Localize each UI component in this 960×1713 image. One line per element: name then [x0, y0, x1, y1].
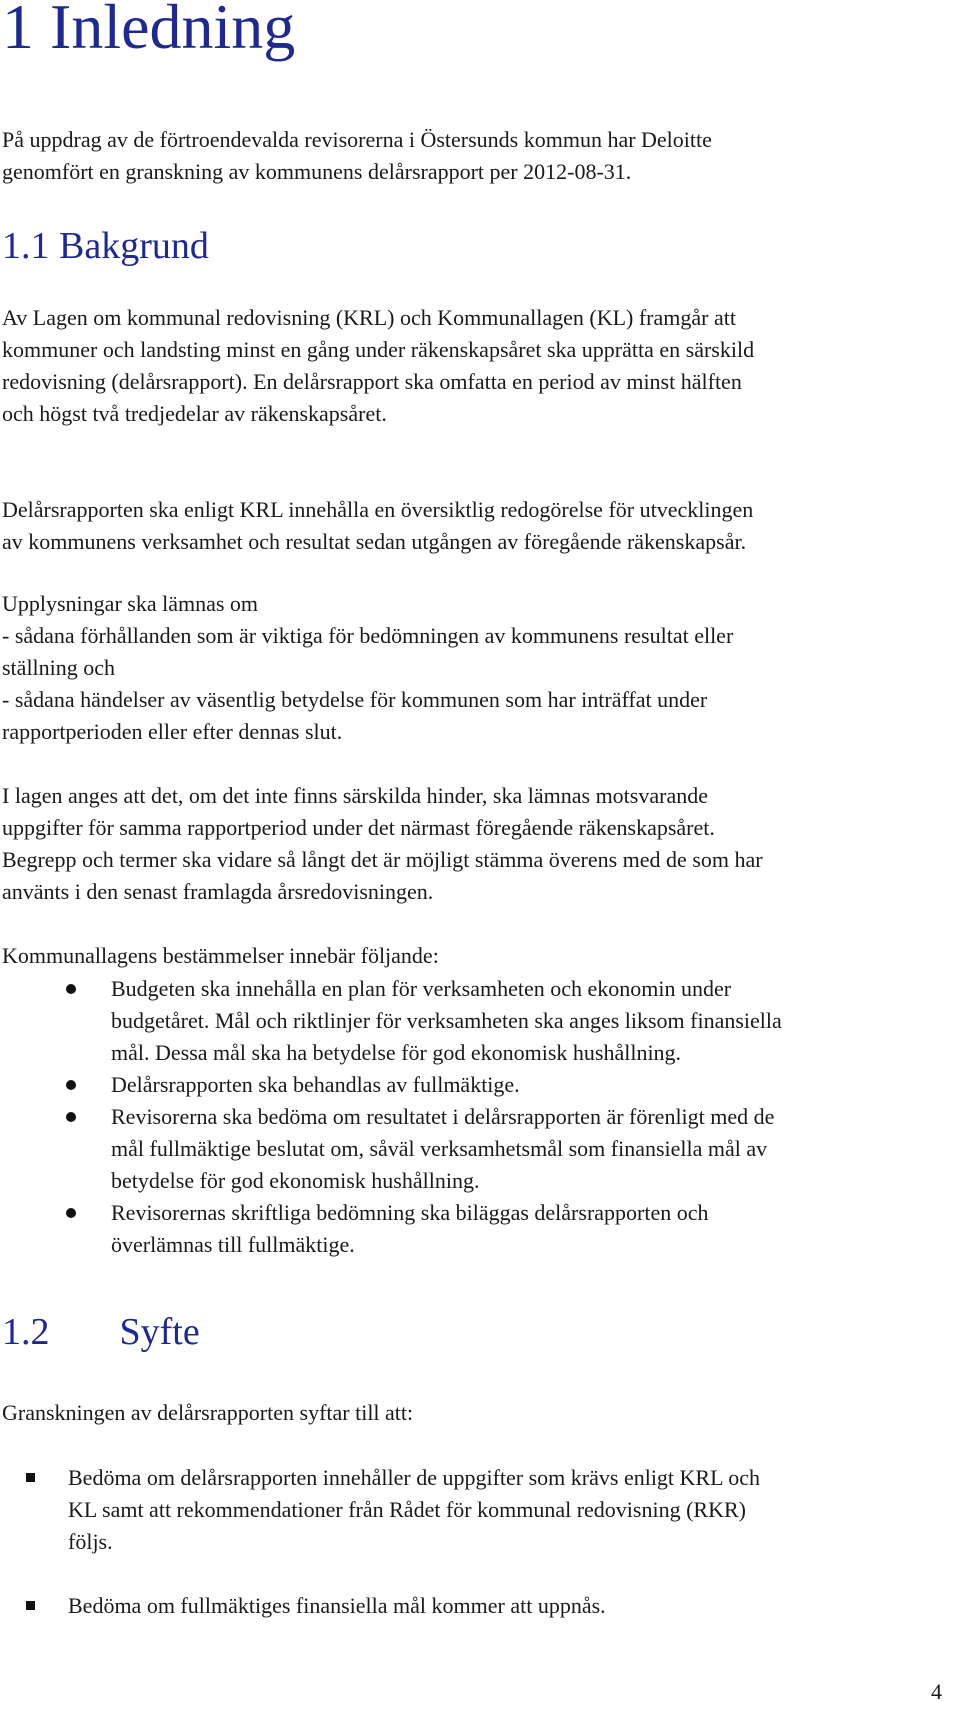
text-line: kommuner och landsting minst en gång under räkenskapsåret ska upprätta en särskild [2, 337, 755, 362]
text-line: Granskningen av delårsrapporten syftar till att: [2, 1400, 414, 1425]
text-line: Bedöma om fullmäktiges finansiella mål kommer att uppnås. [68, 1593, 606, 1618]
text-line: I lagen anges att det, om det inte finns särskilda hinder, ska lämnas motsvarande [2, 783, 708, 808]
text-line: På uppdrag av de förtroendevalda revisorerna i Östersunds kommun har Deloitte [2, 127, 712, 152]
text-line: Av Lagen om kommunal redovisning (KRL) och Kommunallagen (KL) framgår att [2, 305, 736, 330]
bullet-icon [66, 1080, 76, 1090]
list-item [2, 1590, 947, 1622]
text-line: Delårsrapporten ska enligt KRL innehålla en översiktlig redogörelse för utvecklingen [2, 497, 754, 522]
heading-bakgrund [2, 226, 209, 268]
list-item [2, 1197, 947, 1261]
upplysningar-paragraph [2, 588, 947, 748]
text-line: använts i den senast framlagda årsredovisningen. [2, 879, 434, 904]
bullet-icon [66, 1208, 76, 1218]
kommunallagen-intro [2, 940, 947, 972]
text-line: Bedöma om delårsrapporten innehåller de uppgifter som krävs enligt KRL och [68, 1465, 760, 1490]
list-item [2, 1462, 947, 1558]
text-line: betydelse för god ekonomisk hushållning. [111, 1168, 480, 1193]
list-item [2, 1101, 947, 1197]
text-line: följs. [68, 1529, 113, 1554]
text-line: ställning och [2, 655, 116, 680]
heading-inledning: 1 Inledning [2, 0, 296, 62]
heading-syfte [2, 1312, 200, 1354]
list-item [2, 973, 947, 1069]
text-line: Delårsrapporten ska behandlas av fullmäktige. [111, 1072, 520, 1097]
list-item [2, 1069, 947, 1101]
lagen-paragraph [2, 780, 947, 908]
text-line: genomfört en granskning av kommunens delårsrapport per 2012-08-31. [2, 159, 632, 184]
bullet-icon [66, 1112, 76, 1122]
text-line: redovisning (delårsrapport). En delårsrapport ska omfatta en period av minst hälften [2, 369, 742, 394]
text-line: rapportperioden eller efter dennas slut. [2, 719, 343, 744]
text-line: Revisorerna ska bedöma om resultatet i delårsrapporten är förenligt med de [111, 1104, 775, 1129]
intro-paragraph [2, 124, 947, 188]
square-bullet-icon [26, 1473, 35, 1482]
delarsrapport-paragraph [2, 494, 947, 558]
text-line: Kommunallagens bestämmelser innebär följande: [2, 943, 439, 968]
square-bullet-icon [26, 1601, 35, 1610]
text-line: av kommunens verksamhet och resultat sedan utgången av föregående räkenskapsår. [2, 529, 747, 554]
krl-paragraph [2, 302, 947, 430]
bullet-icon [66, 984, 76, 994]
kommunallagen-list [2, 973, 947, 1261]
syfte-paragraph [2, 1397, 947, 1429]
section-number: 1.2 [2, 1311, 50, 1353]
text-line: Upplysningar ska lämnas om [2, 591, 259, 616]
text-line: överlämnas till fullmäktige. [111, 1232, 355, 1257]
text-line: och högst två tredjedelar av räkenskapsåret. [2, 401, 387, 426]
text-line: Begrepp och termer ska vidare så långt det är möjligt stämma överens med de som har [2, 847, 763, 872]
text-line: Budgeten ska innehålla en plan för verksamheten och ekonomin under [111, 976, 732, 1001]
text-line: - sådana händelser av väsentlig betydelse för kommunen som har inträffat under [2, 687, 708, 712]
section-title: Syfte [119, 1311, 200, 1353]
text-line: budgetåret. Mål och riktlinjer för verksamheten ska anges liksom finansiella [111, 1008, 782, 1033]
text-line: Revisorernas skriftliga bedömning ska biläggas delårsrapporten och [111, 1200, 709, 1225]
section-title: Bakgrund [59, 225, 209, 267]
syfte-list-2 [2, 1590, 947, 1622]
text-line: uppgifter för samma rapportperiod under det närmast föregående räkenskapsåret. [2, 815, 715, 840]
text-line: - sådana förhållanden som är viktiga för bedömningen av kommunens resultat eller [2, 623, 734, 648]
page-number: 4 [931, 1679, 942, 1704]
text-line: KL samt att rekommendationer från Rådet för kommunal redovisning (RKR) [68, 1497, 746, 1522]
syfte-list-1 [2, 1462, 947, 1558]
text-line: mål. Dessa mål ska ha betydelse för god ekonomisk hushållning. [111, 1040, 682, 1065]
text-line: mål fullmäktige beslutat om, såväl verksamhetsmål som finansiella mål av [111, 1136, 768, 1161]
section-number: 1.1 [2, 225, 50, 267]
